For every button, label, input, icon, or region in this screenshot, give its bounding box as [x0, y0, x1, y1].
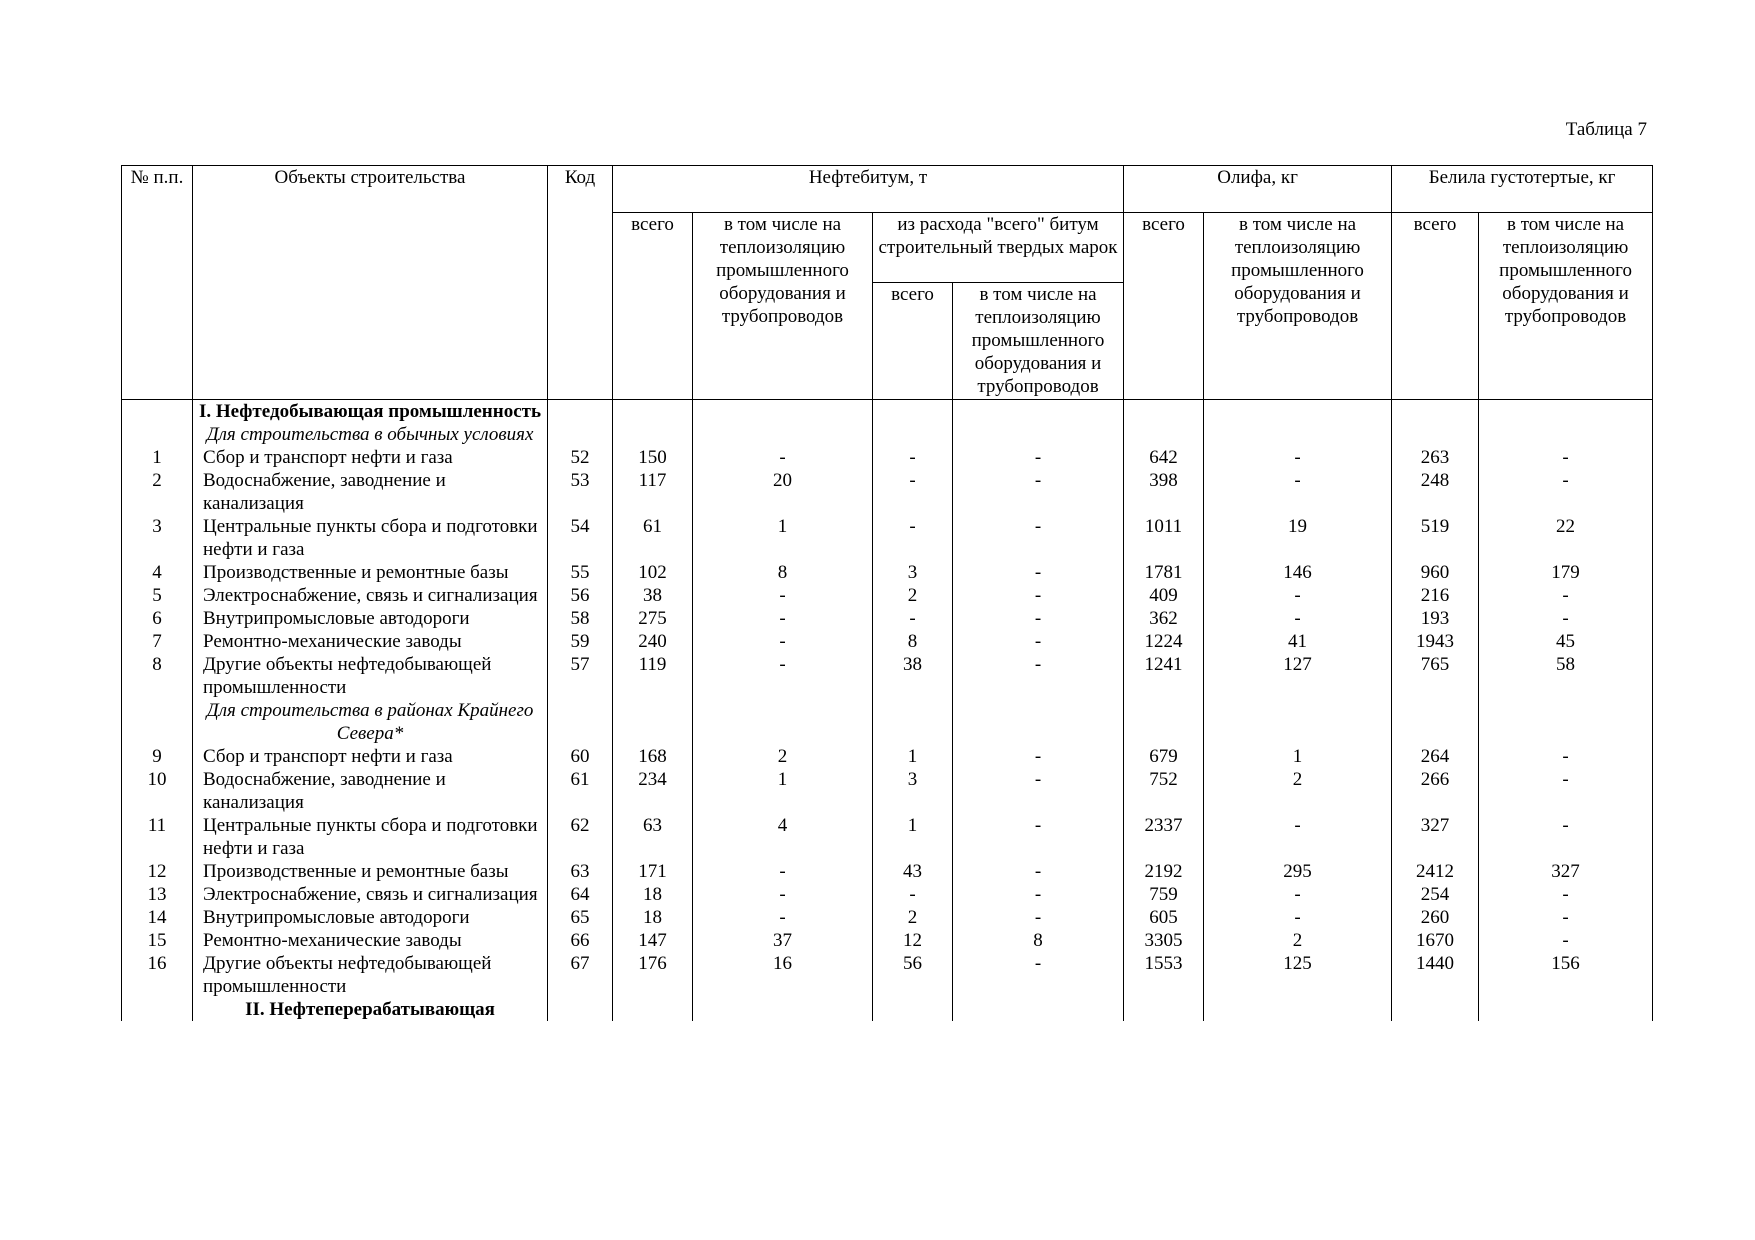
cell-belila-total: 260: [1392, 906, 1479, 929]
cell-olifa-insul: -: [1204, 469, 1392, 515]
cell-bitum-insul: -: [953, 768, 1124, 814]
cell-bitum-total: 8: [873, 630, 953, 653]
table-row: [122, 446, 1653, 469]
table-body: [122, 400, 1653, 1022]
header-code: Код: [548, 166, 613, 400]
header-num: № п.п.: [122, 166, 193, 400]
cell-neftebitum-insul: 1: [693, 768, 873, 814]
cell-belila-total: 1440: [1392, 952, 1479, 998]
cell-bitum-total: 2: [873, 906, 953, 929]
cell-olifa-insul: 41: [1204, 630, 1392, 653]
empty-cell: [548, 400, 613, 424]
cell-neftebitum-insul: 2: [693, 745, 873, 768]
section-row: [122, 998, 1653, 1021]
cell-olifa-total: 605: [1124, 906, 1204, 929]
table-row: [122, 745, 1653, 768]
cell-bitum-insul: -: [953, 653, 1124, 699]
empty-cell: [1392, 699, 1479, 745]
cell-bitum-total: 3: [873, 768, 953, 814]
cell-bitum-insul: -: [953, 561, 1124, 584]
cell-belila-total: 216: [1392, 584, 1479, 607]
row-code: 57: [548, 653, 613, 699]
cell-belila-insul: -: [1479, 768, 1653, 814]
cell-belila-total: 2412: [1392, 860, 1479, 883]
table-header: [122, 166, 1653, 400]
empty-cell: [1204, 423, 1392, 446]
cell-belila-insul: 45: [1479, 630, 1653, 653]
row-object-name: Ремонтно-механические заводы: [193, 929, 548, 952]
cell-olifa-insul: -: [1204, 883, 1392, 906]
row-code: 62: [548, 814, 613, 860]
cell-belila-insul: -: [1479, 607, 1653, 630]
materials-table: [121, 165, 1653, 1021]
empty-cell: [693, 998, 873, 1021]
row-number: 12: [122, 860, 193, 883]
empty-cell: [1204, 699, 1392, 745]
row-object-name: Производственные и ремонтные базы: [193, 561, 548, 584]
header-neftebitum-total: всего: [613, 213, 693, 400]
cell-belila-total: 263: [1392, 446, 1479, 469]
empty-cell: [1204, 400, 1392, 424]
cell-bitum-insul: -: [953, 860, 1124, 883]
cell-olifa-total: 409: [1124, 584, 1204, 607]
empty-cell: [1479, 998, 1653, 1021]
cell-neftebitum-insul: 1: [693, 515, 873, 561]
cell-neftebitum-total: 117: [613, 469, 693, 515]
cell-belila-total: 254: [1392, 883, 1479, 906]
row-number: 8: [122, 653, 193, 699]
table-row: [122, 768, 1653, 814]
empty-cell: [613, 998, 693, 1021]
row-object-name: Производственные и ремонтные базы: [193, 860, 548, 883]
row-code: 67: [548, 952, 613, 998]
row-code: 55: [548, 561, 613, 584]
row-object-name: Электроснабжение, связь и сигнализация: [193, 883, 548, 906]
section-row: [122, 400, 1653, 424]
cell-neftebitum-total: 61: [613, 515, 693, 561]
empty-cell: [548, 998, 613, 1021]
table-row: [122, 469, 1653, 515]
row-code: 58: [548, 607, 613, 630]
empty-cell: [693, 400, 873, 424]
cell-neftebitum-total: 176: [613, 952, 693, 998]
cell-olifa-total: 679: [1124, 745, 1204, 768]
cell-bitum-total: 1: [873, 814, 953, 860]
row-number: 10: [122, 768, 193, 814]
cell-belila-total: 264: [1392, 745, 1479, 768]
header-objects: Объекты строительства: [193, 166, 548, 400]
row-code: 60: [548, 745, 613, 768]
table-caption: Таблица 7: [1565, 119, 1647, 140]
row-number: 15: [122, 929, 193, 952]
cell-neftebitum-insul: -: [693, 653, 873, 699]
row-code: 53: [548, 469, 613, 515]
table-row: [122, 515, 1653, 561]
cell-belila-total: 193: [1392, 607, 1479, 630]
cell-belila-insul: -: [1479, 446, 1653, 469]
cell-olifa-total: 362: [1124, 607, 1204, 630]
row-code: 59: [548, 630, 613, 653]
empty-cell: [613, 699, 693, 745]
header-olifa: Олифа, кг: [1124, 166, 1392, 213]
cell-olifa-insul: -: [1204, 814, 1392, 860]
cell-olifa-total: 1011: [1124, 515, 1204, 561]
subsection-row: [122, 699, 1653, 745]
cell-neftebitum-total: 119: [613, 653, 693, 699]
cell-olifa-total: 1241: [1124, 653, 1204, 699]
cell-bitum-total: -: [873, 607, 953, 630]
cell-bitum-total: -: [873, 469, 953, 515]
row-object-name: Внутрипромысловые автодороги: [193, 607, 548, 630]
cell-belila-total: 1670: [1392, 929, 1479, 952]
table-row: [122, 607, 1653, 630]
empty-cell: [873, 423, 953, 446]
empty-cell: [873, 400, 953, 424]
table-row: [122, 883, 1653, 906]
cell-neftebitum-total: 18: [613, 883, 693, 906]
cell-neftebitum-insul: -: [693, 607, 873, 630]
row-object-name: Ремонтно-механические заводы: [193, 630, 548, 653]
cell-bitum-insul: -: [953, 630, 1124, 653]
empty-cell: [548, 423, 613, 446]
cell-olifa-total: 1224: [1124, 630, 1204, 653]
table-row: [122, 906, 1653, 929]
row-object-name: Водоснабжение, заводнение и канализация: [193, 768, 548, 814]
row-code: 65: [548, 906, 613, 929]
cell-olifa-insul: 125: [1204, 952, 1392, 998]
cell-belila-total: 765: [1392, 653, 1479, 699]
cell-belila-insul: -: [1479, 584, 1653, 607]
cell-belila-total: 266: [1392, 768, 1479, 814]
cell-neftebitum-total: 18: [613, 906, 693, 929]
cell-neftebitum-total: 240: [613, 630, 693, 653]
cell-belila-total: 248: [1392, 469, 1479, 515]
cell-olifa-insul: -: [1204, 446, 1392, 469]
cell-olifa-insul: 146: [1204, 561, 1392, 584]
row-object-name: Центральные пункты сбора и подготовки нефти и газа: [193, 814, 548, 860]
cell-bitum-total: 12: [873, 929, 953, 952]
cell-bitum-insul: -: [953, 584, 1124, 607]
row-number: [122, 423, 193, 446]
cell-bitum-total: -: [873, 515, 953, 561]
cell-belila-total: 519: [1392, 515, 1479, 561]
cell-bitum-insul: -: [953, 607, 1124, 630]
cell-neftebitum-insul: 8: [693, 561, 873, 584]
row-number: 3: [122, 515, 193, 561]
cell-neftebitum-insul: -: [693, 906, 873, 929]
cell-bitum-insul: -: [953, 906, 1124, 929]
empty-cell: [1124, 699, 1204, 745]
cell-olifa-total: 398: [1124, 469, 1204, 515]
row-number: 16: [122, 952, 193, 998]
row-number: 13: [122, 883, 193, 906]
row-number: 4: [122, 561, 193, 584]
row-number: 6: [122, 607, 193, 630]
cell-bitum-total: 43: [873, 860, 953, 883]
row-number: 7: [122, 630, 193, 653]
subsection-row: [122, 423, 1653, 446]
cell-neftebitum-insul: -: [693, 630, 873, 653]
empty-cell: [1479, 423, 1653, 446]
cell-belila-insul: 179: [1479, 561, 1653, 584]
row-object-name: Сбор и транспорт нефти и газа: [193, 745, 548, 768]
cell-bitum-insul: -: [953, 883, 1124, 906]
row-number: [122, 400, 193, 424]
row-code: 63: [548, 860, 613, 883]
row-object-name: Другие объекты нефтедобывающей промышленности: [193, 952, 548, 998]
empty-cell: [953, 998, 1124, 1021]
cell-neftebitum-total: 147: [613, 929, 693, 952]
cell-olifa-total: 1553: [1124, 952, 1204, 998]
cell-olifa-insul: 127: [1204, 653, 1392, 699]
cell-olifa-insul: -: [1204, 584, 1392, 607]
cell-olifa-insul: 2: [1204, 929, 1392, 952]
cell-bitum-total: 1: [873, 745, 953, 768]
table-row: [122, 561, 1653, 584]
row-number: [122, 699, 193, 745]
subsection-title: Для строительства в обычных условиях: [193, 423, 548, 446]
cell-belila-insul: 327: [1479, 860, 1653, 883]
row-object-name: Водоснабжение, заводнение и канализация: [193, 469, 548, 515]
row-object-name: Другие объекты нефтедобывающей промышленности: [193, 653, 548, 699]
cell-bitum-insul: -: [953, 469, 1124, 515]
cell-bitum-insul: -: [953, 446, 1124, 469]
row-number: 9: [122, 745, 193, 768]
cell-neftebitum-total: 275: [613, 607, 693, 630]
row-number: 1: [122, 446, 193, 469]
cell-bitum-total: -: [873, 883, 953, 906]
cell-belila-insul: -: [1479, 929, 1653, 952]
header-from-total: из расхода "всего" битум строительный твердых марок: [873, 213, 1124, 283]
empty-cell: [1392, 400, 1479, 424]
cell-neftebitum-insul: -: [693, 860, 873, 883]
cell-neftebitum-total: 38: [613, 584, 693, 607]
cell-olifa-total: 642: [1124, 446, 1204, 469]
empty-cell: [1392, 423, 1479, 446]
cell-belila-insul: 156: [1479, 952, 1653, 998]
cell-olifa-insul: 19: [1204, 515, 1392, 561]
cell-olifa-total: 3305: [1124, 929, 1204, 952]
row-number: 14: [122, 906, 193, 929]
empty-cell: [613, 400, 693, 424]
cell-olifa-insul: -: [1204, 607, 1392, 630]
cell-olifa-total: 2337: [1124, 814, 1204, 860]
empty-cell: [873, 998, 953, 1021]
header-neftebitum-insul: в том числе на теплоизоляцию промышленного оборудования и трубопроводов: [693, 213, 873, 400]
empty-cell: [1124, 423, 1204, 446]
cell-olifa-insul: 295: [1204, 860, 1392, 883]
table-row: [122, 952, 1653, 998]
cell-neftebitum-insul: -: [693, 446, 873, 469]
cell-belila-total: 960: [1392, 561, 1479, 584]
cell-neftebitum-insul: -: [693, 584, 873, 607]
cell-bitum-insul: -: [953, 814, 1124, 860]
cell-neftebitum-total: 171: [613, 860, 693, 883]
cell-bitum-total: -: [873, 446, 953, 469]
row-code: 66: [548, 929, 613, 952]
row-number: [122, 998, 193, 1021]
page-bottom-margin: [0, 1117, 1755, 1240]
section-title: I. Нефтедобывающая промышленность: [193, 400, 548, 424]
empty-cell: [613, 423, 693, 446]
header-olifa-insul: в том числе на теплоизоляцию промышленного оборудования и трубопроводов: [1204, 213, 1392, 400]
header-olifa-total: всего: [1124, 213, 1204, 400]
cell-bitum-insul: 8: [953, 929, 1124, 952]
cell-bitum-total: 56: [873, 952, 953, 998]
cell-bitum-total: 38: [873, 653, 953, 699]
empty-cell: [1479, 400, 1653, 424]
header-neftebitum: Нефтебитум, т: [613, 166, 1124, 213]
empty-cell: [1124, 998, 1204, 1021]
cell-neftebitum-insul: -: [693, 883, 873, 906]
empty-cell: [548, 699, 613, 745]
empty-cell: [953, 423, 1124, 446]
empty-cell: [693, 699, 873, 745]
header-belila-total: всего: [1392, 213, 1479, 400]
empty-cell: [1479, 699, 1653, 745]
cell-neftebitum-insul: 37: [693, 929, 873, 952]
section-title: II. Нефтеперерабатывающая: [193, 998, 548, 1021]
cell-olifa-total: 759: [1124, 883, 1204, 906]
cell-neftebitum-insul: 4: [693, 814, 873, 860]
empty-cell: [1124, 400, 1204, 424]
row-number: 11: [122, 814, 193, 860]
table-row: [122, 584, 1653, 607]
cell-belila-insul: -: [1479, 814, 1653, 860]
row-code: 56: [548, 584, 613, 607]
row-code: 52: [548, 446, 613, 469]
empty-cell: [873, 699, 953, 745]
cell-olifa-insul: 2: [1204, 768, 1392, 814]
cell-belila-total: 327: [1392, 814, 1479, 860]
empty-cell: [1392, 998, 1479, 1021]
cell-olifa-total: 1781: [1124, 561, 1204, 584]
row-code: 61: [548, 768, 613, 814]
cell-neftebitum-insul: 20: [693, 469, 873, 515]
row-number: 2: [122, 469, 193, 515]
table-row: [122, 653, 1653, 699]
cell-bitum-total: 2: [873, 584, 953, 607]
cell-belila-insul: 58: [1479, 653, 1653, 699]
header-bitum-total: всего: [873, 283, 953, 400]
empty-cell: [1204, 998, 1392, 1021]
row-number: 5: [122, 584, 193, 607]
cell-olifa-total: 2192: [1124, 860, 1204, 883]
subsection-title: Для строительства в районах Крайнего Севера*: [193, 699, 548, 745]
cell-belila-insul: 22: [1479, 515, 1653, 561]
cell-neftebitum-insul: 16: [693, 952, 873, 998]
empty-cell: [953, 400, 1124, 424]
cell-bitum-insul: -: [953, 952, 1124, 998]
cell-belila-insul: -: [1479, 469, 1653, 515]
cell-neftebitum-total: 102: [613, 561, 693, 584]
row-object-name: Сбор и транспорт нефти и газа: [193, 446, 548, 469]
empty-cell: [693, 423, 873, 446]
cell-neftebitum-total: 150: [613, 446, 693, 469]
row-object-name: Центральные пункты сбора и подготовки нефти и газа: [193, 515, 548, 561]
cell-belila-insul: -: [1479, 745, 1653, 768]
row-code: 64: [548, 883, 613, 906]
cell-belila-insul: -: [1479, 906, 1653, 929]
table-row: [122, 929, 1653, 952]
row-code: 54: [548, 515, 613, 561]
header-belila-insul: в том числе на теплоизоляцию промышленного оборудования и трубопроводов: [1479, 213, 1653, 400]
cell-belila-insul: -: [1479, 883, 1653, 906]
table-row: [122, 860, 1653, 883]
cell-belila-total: 1943: [1392, 630, 1479, 653]
cell-bitum-insul: -: [953, 515, 1124, 561]
header-bitum-insul: в том числе на теплоизоляцию промышленного оборудования и трубопроводов: [953, 283, 1124, 400]
cell-bitum-total: 3: [873, 561, 953, 584]
row-object-name: Внутрипромысловые автодороги: [193, 906, 548, 929]
cell-neftebitum-total: 63: [613, 814, 693, 860]
cell-bitum-insul: -: [953, 745, 1124, 768]
cell-neftebitum-total: 234: [613, 768, 693, 814]
table-row: [122, 814, 1653, 860]
cell-olifa-total: 752: [1124, 768, 1204, 814]
empty-cell: [953, 699, 1124, 745]
cell-olifa-insul: -: [1204, 906, 1392, 929]
header-belila: Белила густотертые, кг: [1392, 166, 1653, 213]
row-object-name: Электроснабжение, связь и сигнализация: [193, 584, 548, 607]
table-row: [122, 630, 1653, 653]
cell-neftebitum-total: 168: [613, 745, 693, 768]
cell-olifa-insul: 1: [1204, 745, 1392, 768]
